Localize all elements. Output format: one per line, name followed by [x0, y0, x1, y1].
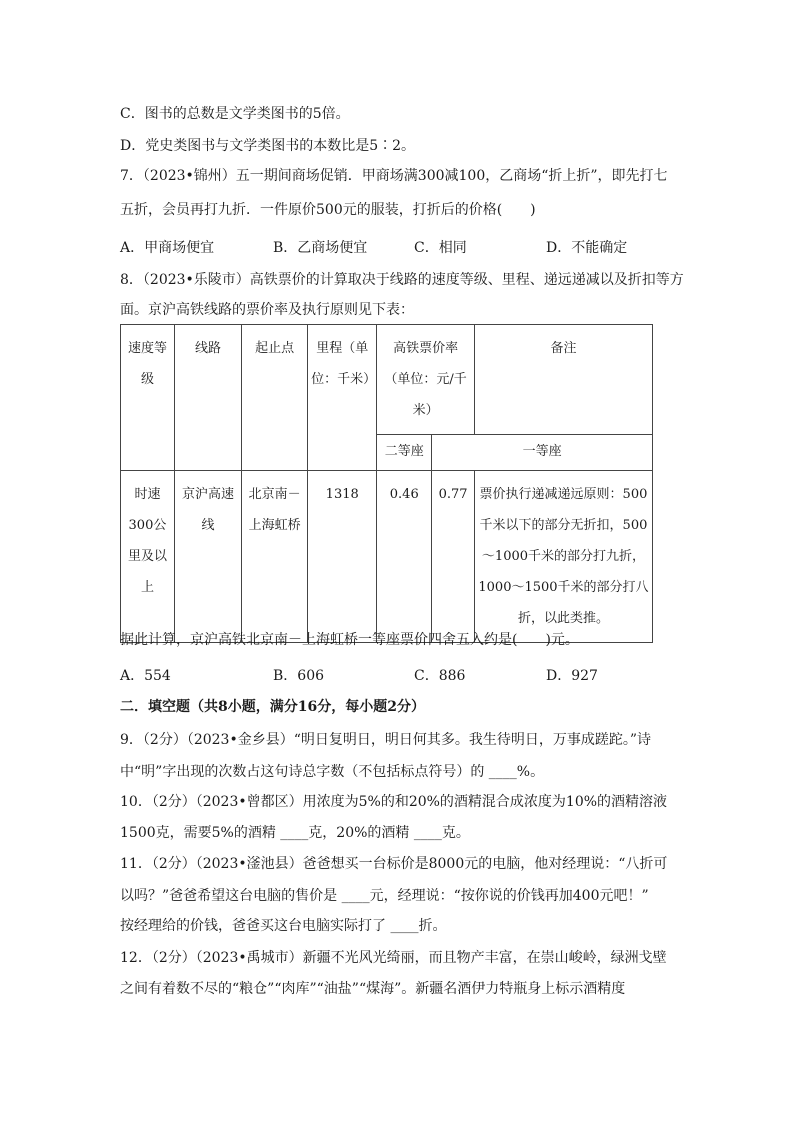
- q8-stem-2: 面。京沪高铁线路的票价率及执行原则见下表：: [120, 302, 414, 318]
- q12-stem-2: 之间有着数不尽的“粮仓”“肉库”“油盐”“煤海”。新疆名酒伊力特瓶身上标示酒精度: [120, 981, 626, 997]
- q11-stem-2: 以吗？”爸爸希望这台电脑的售价是 ____元，经理说：“按你说的价钱再加400元吧！”: [120, 888, 649, 904]
- header-route: 线路: [174, 325, 241, 471]
- q6-option-c: C．图书的总数是文学类图书的5倍。: [120, 106, 350, 122]
- cell-route: 京沪高速线: [174, 471, 241, 643]
- q7-option-d: D．不能确定: [546, 240, 628, 256]
- cell-first-class-rate: 0.77: [432, 471, 475, 643]
- fare-table: [120, 324, 653, 643]
- q8-option-a: A．554: [120, 668, 171, 684]
- header-fare-rate: 高铁票价率（单位：元/千米）: [377, 325, 475, 435]
- cell-note: 票价执行递减递远原则：500千米以下的部分无折扣，500～1000千米的部分打九折，1000～1500千米的部分打八折，以此类推。: [474, 471, 652, 643]
- header-second-class: 二等座: [377, 435, 432, 471]
- q8-stem-1: 8．（2023•乐陵市）高铁票价的计算取决于线路的速度等级、里程、递远递减以及折扣等方: [120, 272, 684, 288]
- q8-option-b: B．606: [273, 668, 325, 684]
- q10-stem-1: 10．（2分）（2023•曾都区）用浓度为5%的和20%的酒精混合成浓度为10%的酒精溶液: [120, 794, 668, 810]
- header-endpoints: 起止点: [242, 325, 308, 471]
- q9-stem-1: 9．（2分）（2023•金乡县）“明日复明日，明日何其多。我生待明日，万事成蹉跎。”诗: [120, 732, 652, 748]
- q11-stem-3: 按经理给的价钱，爸爸买这台电脑实际打了 ____折。: [120, 918, 447, 934]
- header-note: 备注: [474, 325, 652, 435]
- q6-option-d: D．党史类图书与文学类图书的本数比是5∶2。: [120, 138, 416, 154]
- cell-second-class-rate: 0.46: [377, 471, 432, 643]
- q9-stem-2: 中“明”字出现的次数占这句诗总字数（不包括标点符号）的 ____%。: [120, 764, 545, 780]
- header-speed-level: 速度等级: [121, 325, 175, 471]
- q7-option-c: C．相同: [414, 240, 467, 256]
- section-2-heading: 二．填空题（共8小题，满分16分，每小题2分）: [120, 699, 425, 715]
- q10-stem-2: 1500克，需要5%的酒精 ____克，20%的酒精 ____克。: [120, 825, 470, 841]
- q8-option-c: C．886: [414, 668, 466, 684]
- q7-option-a: A．甲商场便宜: [120, 240, 215, 256]
- q11-stem-1: 11．（2分）（2023•滏池县）爸爸想买一台标价是8000元的电脑，他对经理说：“八折可: [120, 856, 668, 872]
- q7-option-b: B．乙商场便宜: [273, 240, 368, 256]
- cell-speed-level: 时速300公里及以上: [121, 471, 175, 643]
- header-distance: 里程（单位：千米）: [308, 325, 377, 471]
- header-first-class: 一等座: [432, 435, 653, 471]
- q8-option-d: D．927: [546, 668, 598, 684]
- q8-question: 据此计算，京沪高铁北京南－上海虹桥一等座票价四舍五入约是( )元。: [120, 632, 579, 648]
- cell-distance: 1318: [308, 471, 377, 643]
- q7-stem-1: 7．（2023•锦州）五一期间商场促销．甲商场满300减100，乙商场“折上折”，即先打七: [120, 168, 668, 184]
- q12-stem-1: 12．（2分）（2023•禹城市）新疆不光风光绮丽，而且物产丰富，在崇山峻岭，绿洲戈壁: [120, 950, 667, 966]
- q7-stem-2: 五折，会员再打九折．一件原价500元的服装，打折后的价格( ): [120, 202, 536, 218]
- cell-endpoints: 北京南－上海虹桥: [242, 471, 308, 643]
